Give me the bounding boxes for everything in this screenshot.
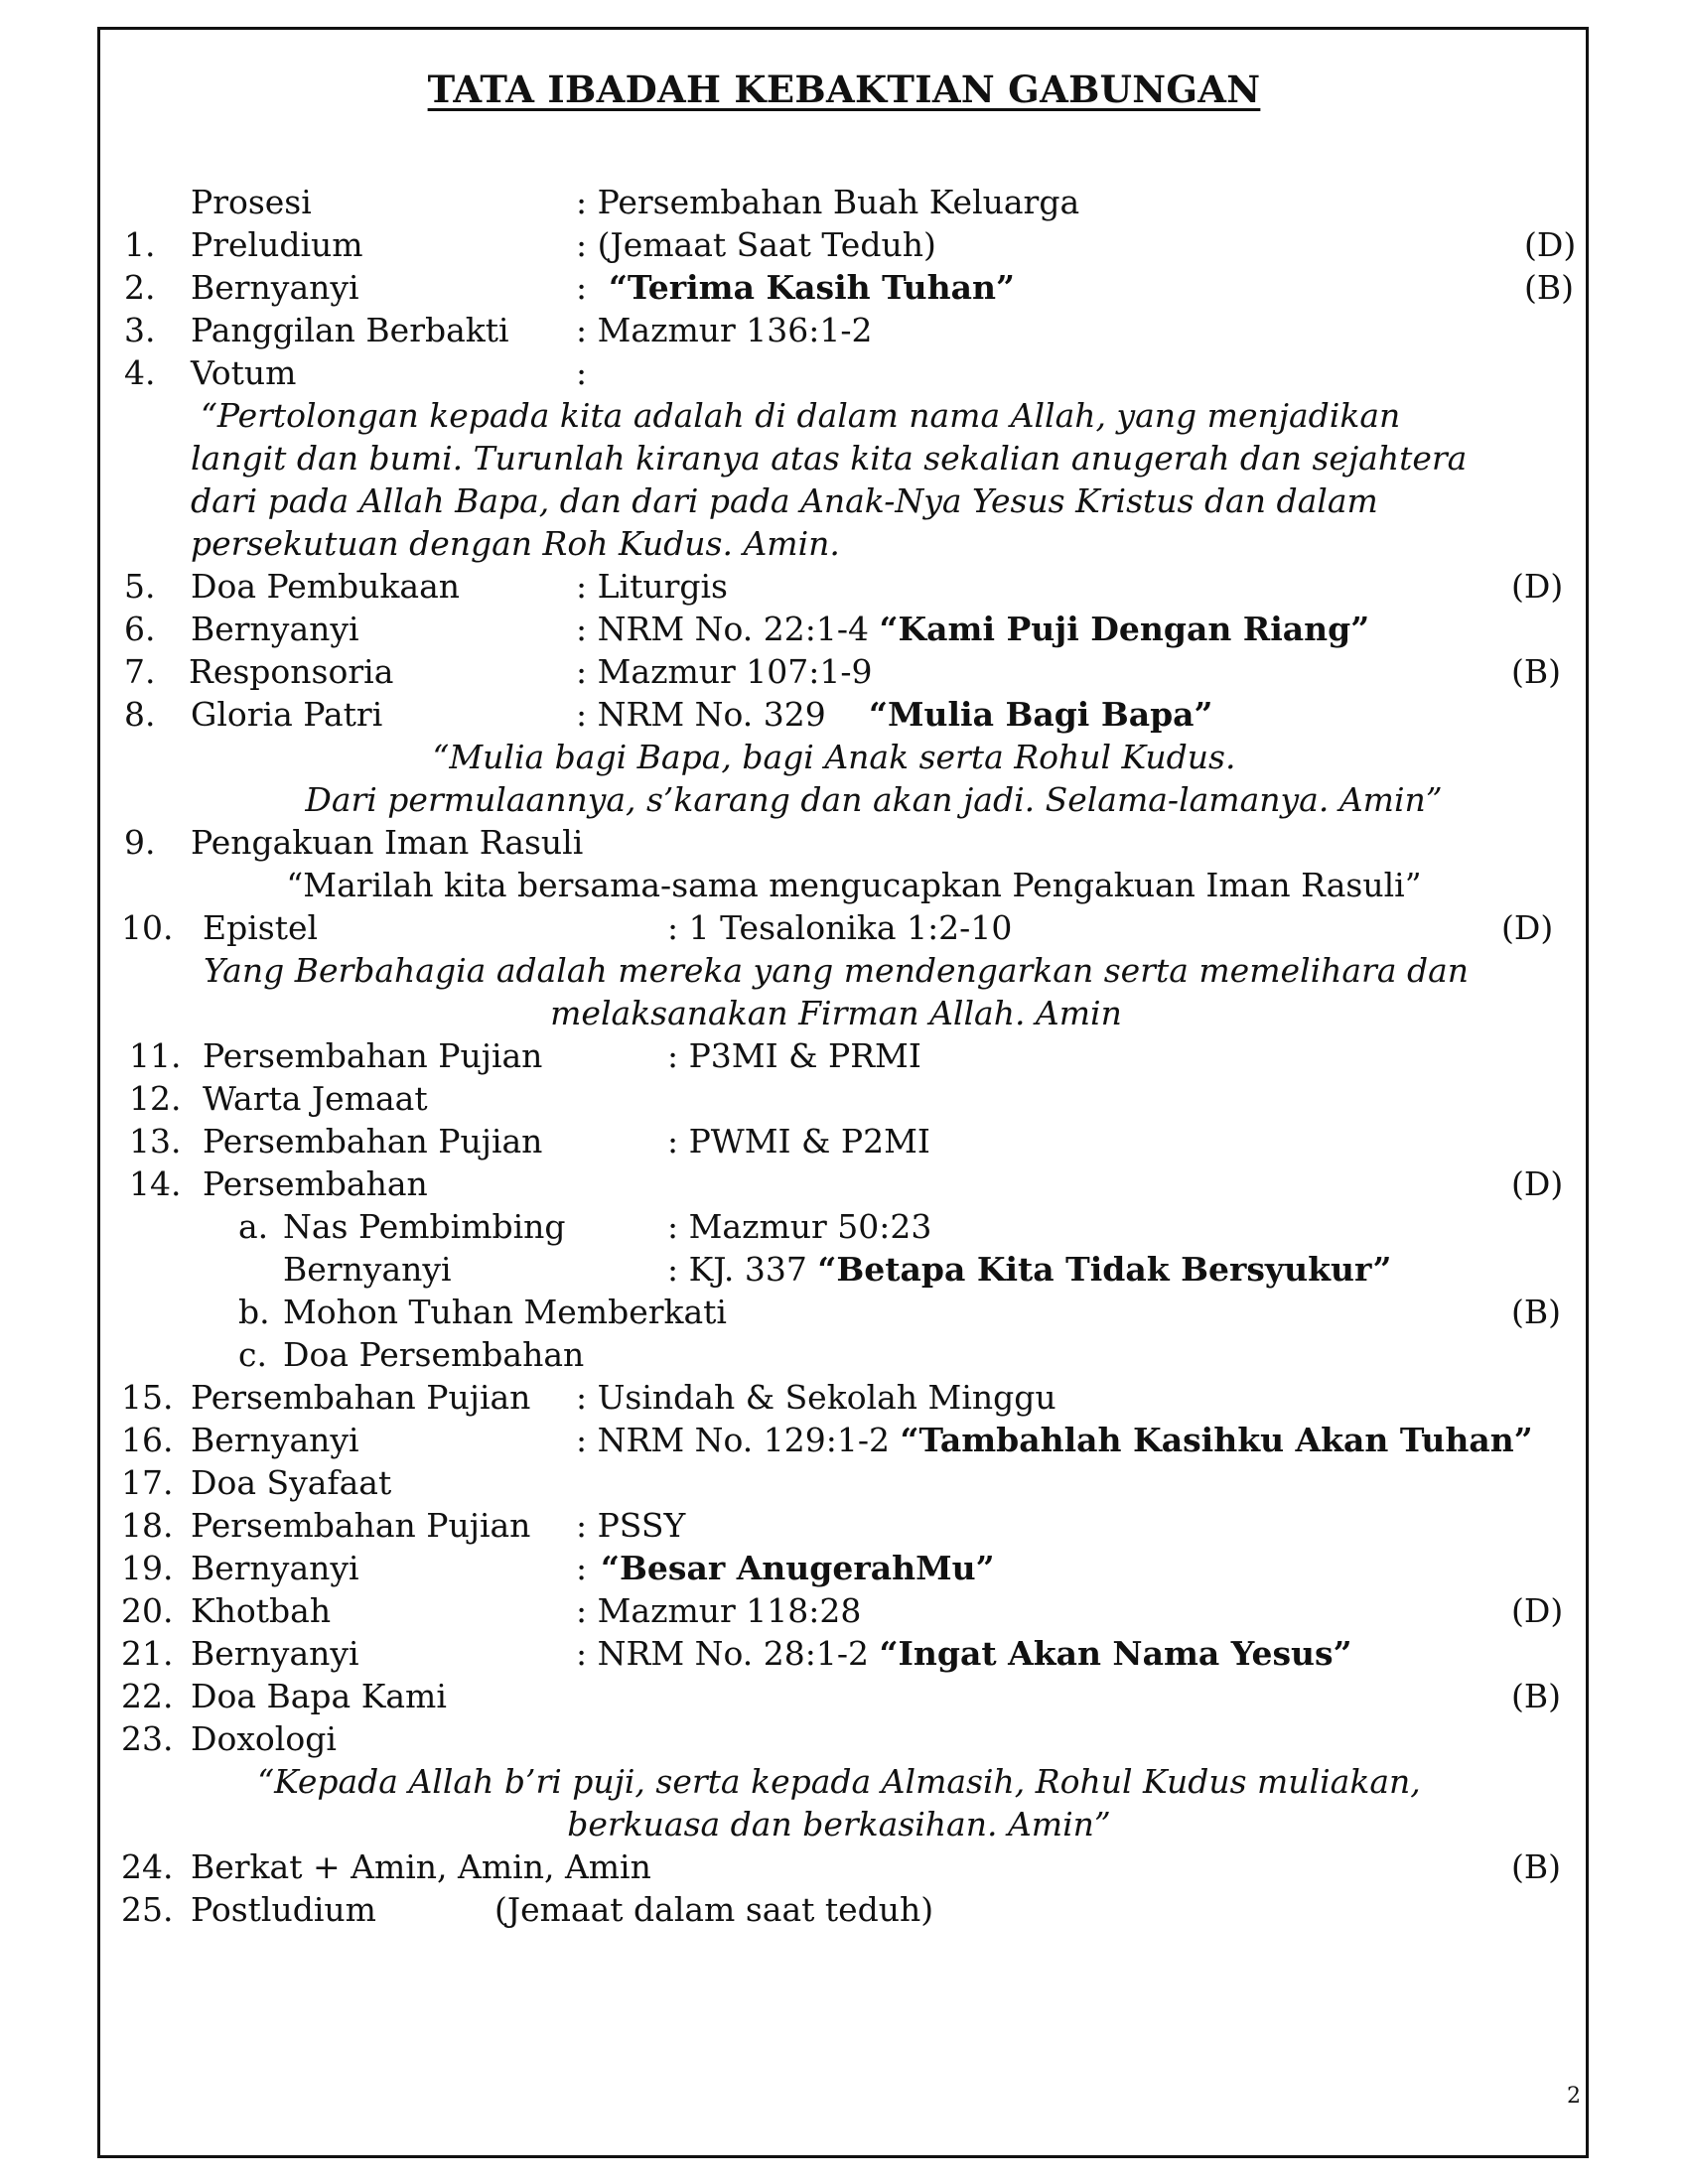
epistel-line: Yang Berbahagia adalah mereka yang mendengarkan serta memelihara dan (203, 951, 1470, 990)
item-label: Doa Syafaat (191, 1463, 392, 1502)
item-number: 20. (121, 1591, 174, 1630)
item-number: 16. (121, 1421, 174, 1459)
item-value: : 1 Tesalonika 1:2-10 (667, 908, 1013, 947)
page-title: TATA IBADAH KEBAKTIAN GABUNGAN (427, 68, 1261, 111)
item-number: 9. (124, 823, 156, 862)
item-colon: : (576, 268, 588, 307)
item-label: Bernyanyi (191, 610, 359, 648)
gloria-line: Dari permulaannya, s’karang dan akan jadi. Selama-lamanya. Amin” (305, 780, 1443, 819)
item-16 (119, 1419, 1569, 1461)
song-title: “Ingat Akan Nama Yesus” (879, 1634, 1352, 1673)
item-value: : NRM No. 28:1-2 “Ingat Akan Nama Yesus” (576, 1634, 1352, 1673)
item-value: : Usindah & Sekolah Minggu (576, 1378, 1056, 1417)
item-mark: (D) (1501, 908, 1554, 947)
item-label: Epistel (203, 908, 319, 947)
song-title: “Besar AnugerahMu” (601, 1549, 995, 1587)
item-15 (119, 1376, 1569, 1419)
item-label: Persembahan Pujian (191, 1378, 531, 1417)
item-5 (119, 565, 1569, 608)
item-label: Doa Persembahan (283, 1335, 585, 1374)
item-8 (119, 693, 1569, 736)
item-label: Responsoria (189, 652, 394, 691)
item-label: Bernyanyi (191, 1634, 359, 1673)
item-number: 21. (121, 1634, 174, 1673)
item-colon: : (576, 353, 588, 392)
item-number: 15. (121, 1378, 174, 1417)
item-number: 3. (124, 311, 156, 349)
item-label: Votum (191, 353, 297, 392)
item-number: 11. (129, 1036, 182, 1075)
item-number: b. (238, 1293, 270, 1331)
item-label: Prosesi (191, 183, 312, 221)
item-mark: (B) (1511, 1293, 1561, 1331)
doxologi-line: berkuasa dan berkasihan. Amin” (567, 1805, 1111, 1843)
item-label: Doa Pembukaan (191, 567, 461, 606)
item-11 (119, 1034, 1569, 1077)
item-value: : (Jemaat Saat Teduh) (576, 225, 936, 264)
item-label: Doxologi (191, 1719, 337, 1758)
item-22 (119, 1675, 1569, 1717)
song-title: “Kami Puji Dengan Riang” (879, 610, 1370, 648)
item-20 (119, 1589, 1569, 1632)
liturgy-list (119, 181, 1577, 1931)
item-label: Pengakuan Iman Rasuli (191, 823, 584, 862)
item-value: : Persembahan Buah Keluarga (576, 183, 1080, 221)
item-19 (119, 1547, 1569, 1589)
item-21 (119, 1632, 1569, 1675)
item-mark: (B) (1511, 652, 1561, 691)
gloria-line: “Mulia bagi Bapa, bagi Anak serta Rohul Kudus. (432, 738, 1236, 776)
item-17 (119, 1461, 1569, 1504)
item-label: Mohon Tuhan Memberkati (283, 1293, 727, 1331)
item-value: : Liturgis (576, 567, 728, 606)
item-number: a. (238, 1207, 269, 1246)
item-6 (119, 608, 1569, 650)
item-label: Doa Bapa Kami (191, 1677, 447, 1715)
item-value: : Mazmur 50:23 (667, 1207, 932, 1246)
item-mark: (B) (1524, 268, 1574, 307)
item-7 (119, 650, 1569, 693)
item-label: Warta Jemaat (203, 1079, 428, 1118)
item-label: Bernyanyi (191, 268, 359, 307)
item-18 (119, 1504, 1569, 1547)
item-number: 13. (129, 1122, 182, 1160)
item-value: : NRM No. 129:1-2 “Tambahlah Kasihku Akan Tuhan” (576, 1421, 1533, 1459)
item-label: Preludium (191, 225, 363, 264)
votum-line: dari pada Allah Bapa, dan dari pada Anak-Nya Yesus Kristus dan dalam (191, 481, 1378, 520)
item-label: Gloria Patri (191, 695, 383, 734)
item-2 (119, 266, 1574, 309)
item-label: Persembahan (203, 1164, 428, 1203)
item-label: Bernyanyi (191, 1421, 359, 1459)
item-13 (119, 1120, 1569, 1162)
item-label: Nas Pembimbing (283, 1207, 566, 1246)
epistel-line: melaksanakan Firman Allah. Amin (550, 994, 1122, 1032)
item-number: 8. (124, 695, 156, 734)
item-mark: (D) (1524, 225, 1577, 264)
item-number: 10. (121, 908, 174, 947)
item-12 (119, 1077, 1569, 1120)
item-label: Berkat + Amin, Amin, Amin (191, 1847, 651, 1886)
song-title: “Tambahlah Kasihku Akan Tuhan” (900, 1421, 1533, 1459)
item-number: 2. (124, 268, 156, 307)
item-3 (119, 309, 1569, 351)
item-value: : PWMI & P2MI (667, 1122, 930, 1160)
item-number: 7. (124, 652, 156, 691)
item-4 (119, 351, 1569, 394)
item-value: : P3MI & PRMI (667, 1036, 921, 1075)
item-mark: (D) (1511, 567, 1564, 606)
item-number: 12. (129, 1079, 182, 1118)
item-number: c. (238, 1335, 267, 1374)
item-1 (119, 223, 1577, 266)
item-24 (119, 1845, 1569, 1888)
item-14b (119, 1291, 1569, 1333)
item-number: 17. (121, 1463, 174, 1502)
item-number: 4. (124, 353, 156, 392)
item-mark: (B) (1511, 1677, 1561, 1715)
item-value: : NRM No. 329 (576, 695, 826, 734)
item-number: 22. (121, 1677, 174, 1715)
song-title: “Mulia Bagi Bapa” (869, 695, 1213, 734)
item-value: : KJ. 337 “Betapa Kita Tidak Bersyukur” (667, 1250, 1392, 1289)
song-title: “Betapa Kita Tidak Bersyukur” (817, 1250, 1392, 1289)
item-prosesi (119, 181, 1569, 223)
item-14a (119, 1205, 1569, 1248)
item-value: (Jemaat dalam saat teduh) (494, 1890, 934, 1929)
item-value: : NRM No. 22:1-4 “Kami Puji Dengan Riang” (576, 610, 1370, 648)
item-label: Postludium (191, 1890, 376, 1929)
votum-line: langit dan bumi. Turunlah kiranya atas kita sekalian anugerah dan sejahtera (191, 439, 1468, 478)
item-label: Khotbah (191, 1591, 332, 1630)
doxologi-line: “Kepada Allah b’ri puji, serta kepada Almasih, Rohul Kudus muliakan, (257, 1762, 1421, 1801)
item-mark: (D) (1511, 1591, 1564, 1630)
item-label: Persembahan Pujian (191, 1506, 531, 1545)
item-number: 18. (121, 1506, 174, 1545)
item-value: : PSSY (576, 1506, 686, 1545)
item-14 (119, 1162, 1569, 1205)
item-colon: : (576, 1549, 588, 1587)
item-number: 5. (124, 567, 156, 606)
song-title: “Terima Kasih Tuhan” (609, 268, 1015, 307)
item-mark: (D) (1511, 1164, 1564, 1203)
item-14c (119, 1333, 1569, 1376)
item-number: 23. (121, 1719, 174, 1758)
item-label: Panggilan Berbakti (191, 311, 509, 349)
item-number: 1. (124, 225, 156, 264)
item-value: : Mazmur 136:1-2 (576, 311, 873, 349)
page-number: 2 (1567, 2084, 1581, 2109)
iman-line: “Marilah kita bersama-sama mengucapkan Pengakuan Iman Rasuli” (286, 866, 1422, 904)
item-number: 19. (121, 1549, 174, 1587)
item-value: : Mazmur 107:1-9 (576, 652, 873, 691)
item-label: Bernyanyi (283, 1250, 452, 1289)
item-number: 14. (129, 1164, 182, 1203)
item-label: Persembahan Pujian (203, 1036, 543, 1075)
item-label: Bernyanyi (191, 1549, 359, 1587)
item-mark: (B) (1511, 1847, 1561, 1886)
item-10 (119, 906, 1569, 949)
votum-line: persekutuan dengan Roh Kudus. Amin. (191, 524, 840, 563)
item-number: 6. (124, 610, 156, 648)
item-9 (119, 821, 1569, 864)
votum-line: “Pertolongan kepada kita adalah di dalam nama Allah, yang menjadikan (201, 396, 1401, 435)
item-25 (119, 1888, 1569, 1931)
item-label: Persembahan Pujian (203, 1122, 543, 1160)
item-number: 25. (121, 1890, 174, 1929)
item-value: : Mazmur 118:28 (576, 1591, 862, 1630)
item-number: 24. (121, 1847, 174, 1886)
item-23 (119, 1717, 1569, 1760)
item-14a-song (119, 1248, 1569, 1291)
